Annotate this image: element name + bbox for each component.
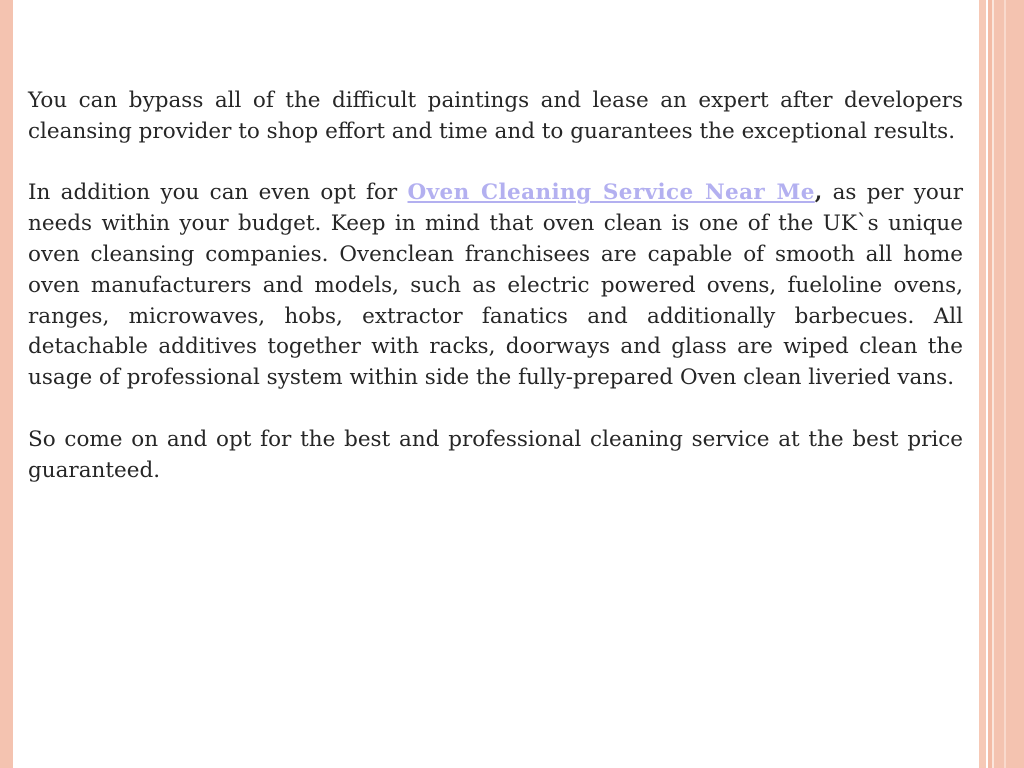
right-accent-band-3 — [994, 0, 1024, 768]
paragraph-details-lead: In addition you can even opt for — [28, 180, 408, 206]
link-comma: , — [814, 180, 823, 206]
oven-cleaning-service-link[interactable]: Oven Cleaning Service Near Me — [407, 180, 815, 206]
paragraph-details-rest: as per your needs within your budget. Keep in mind that oven clean is one of the UK`s unique oven cleansing companies. Ovenclean franchisees are capable of smooth all home oven manufacturers and models, such as electric powered ovens, fueloline ovens, ranges, microwaves, hobs, extractor fanatics and additionally barbecues. All detachable additives together with racks, doorways and glass are wiped clean the usage of professional system within side the fully-prepared Oven clean liveried vans. — [28, 180, 963, 391]
right-accent-line — [1004, 0, 1006, 768]
slide-body — [28, 86, 963, 517]
paragraph-closing: So come on and opt for the best and professional cleaning service at the best price guaranteed. — [28, 426, 963, 483]
right-accent-band-1 — [979, 0, 986, 768]
left-accent-stripe — [0, 0, 13, 768]
paragraph-details — [28, 178, 963, 394]
paragraph-intro: You can bypass all of the difficult paintings and lease an expert after developers cleansing provider to shop effort and time and to guarantees the exceptional results. — [28, 88, 963, 144]
